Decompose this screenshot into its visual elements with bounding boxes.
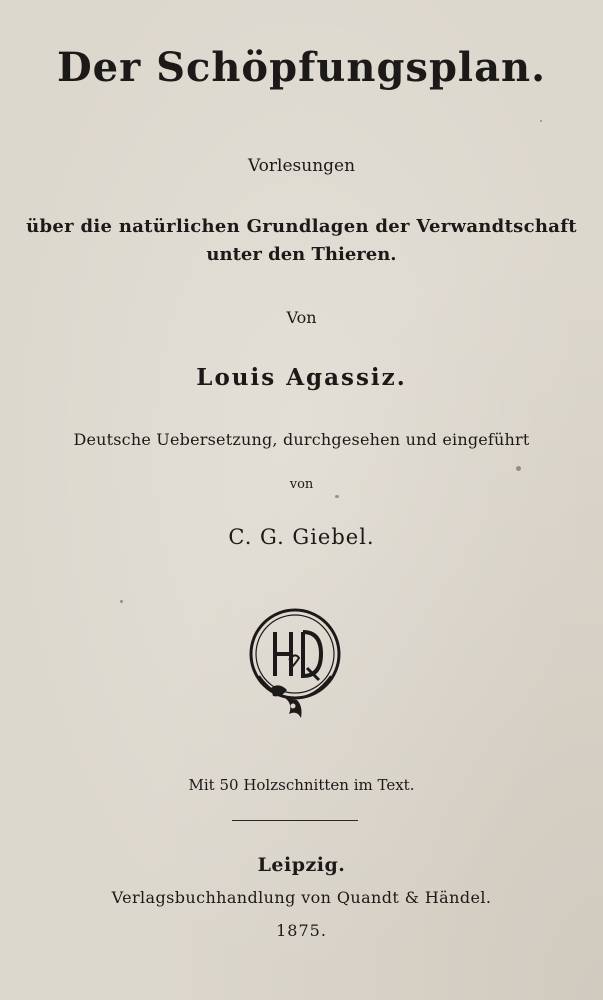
book-title: Der Schöpfungsplan.: [56, 44, 547, 91]
author-name: Louis Agassiz.: [196, 364, 407, 391]
by-label-2: von: [289, 477, 314, 492]
publisher-emblem-icon: [245, 606, 345, 726]
illustrations-note: Mit 50 Holzschnitten im Text.: [188, 776, 415, 794]
publication-year: 1875.: [276, 921, 327, 940]
translator-name: C. G. Giebel.: [228, 525, 375, 549]
subtitle-line-2: über die natürlichen Grundlagen der Verwandtschaft: [26, 216, 577, 237]
paper-speck: [540, 120, 542, 122]
publication-place: Leipzig.: [257, 854, 346, 876]
divider-rule: [232, 820, 358, 821]
by-label: Von: [286, 308, 317, 327]
paper-speck: [335, 495, 339, 498]
paper-speck: [516, 466, 521, 471]
translation-note: Deutsche Uebersetzung, durchgesehen und eingeführt: [73, 430, 530, 449]
subtitle-line-1: Vorlesungen: [247, 156, 356, 176]
publisher-name: Verlagsbuchhandlung von Quandt & Händel.: [111, 888, 492, 907]
paper-speck: [120, 600, 123, 603]
subtitle-line-3: unter den Thieren.: [206, 244, 397, 265]
